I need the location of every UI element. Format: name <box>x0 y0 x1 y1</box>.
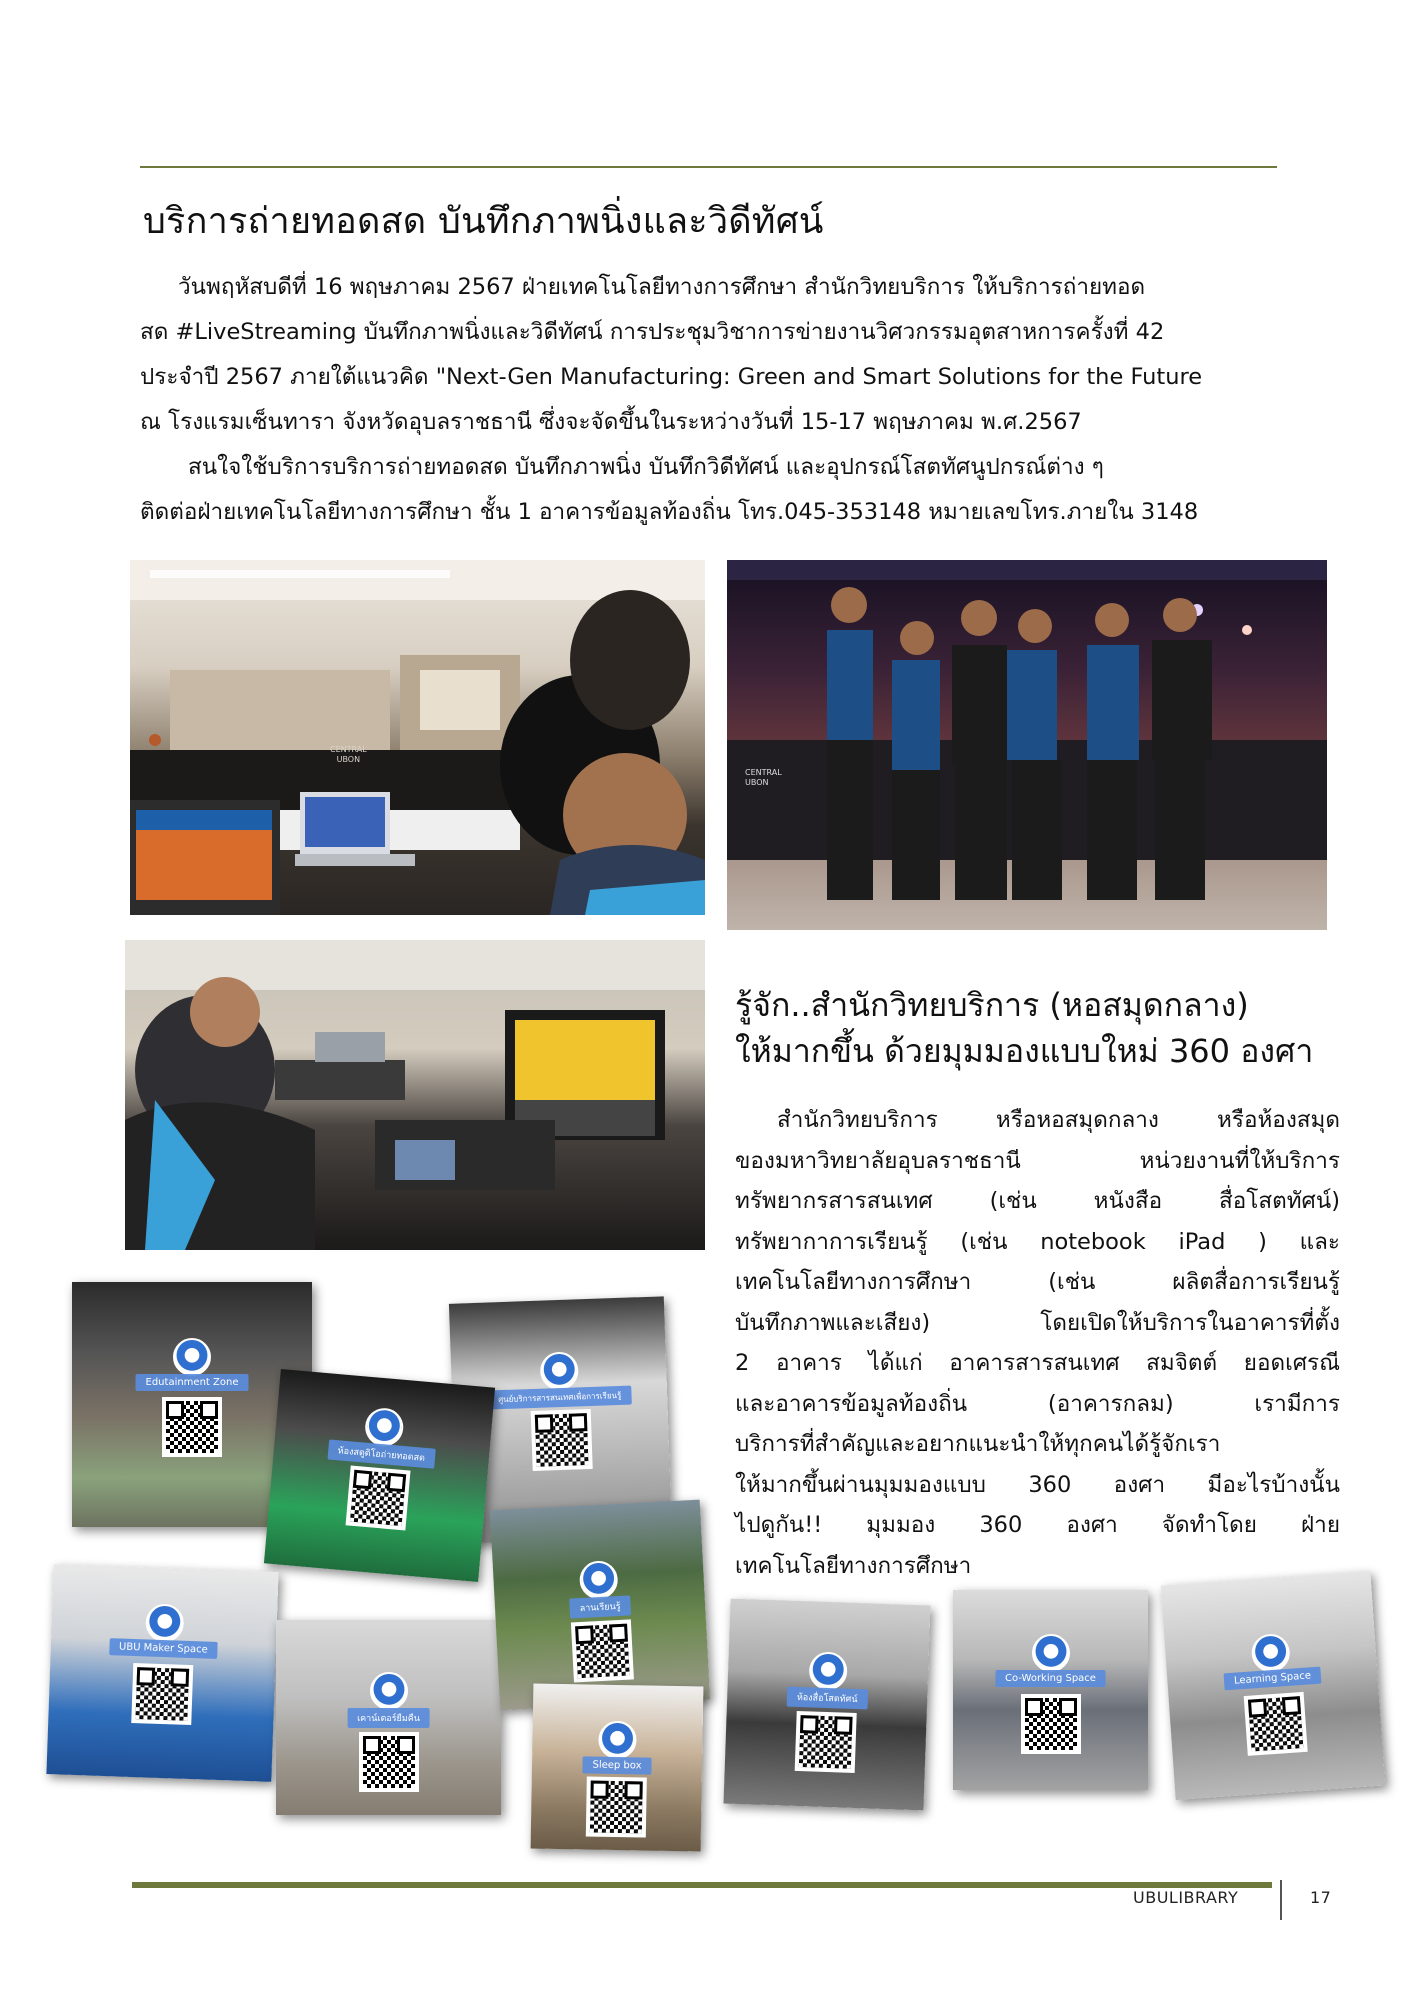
tour-tile-label: UBU Maker Space <box>109 1638 218 1659</box>
tour-tile-label: เคาน์เตอร์ยืมคืน <box>347 1708 430 1728</box>
intro-line: สนใจใช้บริการบริการถ่ายทอดสด บันทึกภาพนิ่ง บันทึกวิดีทัศน์ และอุปกรณ์โสตทัศนูปกรณ์ต่าง ๆ <box>188 454 1104 480</box>
page-number: 17 <box>1310 1888 1332 1907</box>
footer-rule <box>132 1882 1272 1888</box>
intro-line: วันพฤหัสบดีที่ 16 พฤษภาคม 2567 ฝ่ายเทคโนโลยีทางการศึกษา สำนักวิทยบริการ ให้บริการถ่ายทอด <box>178 274 1146 300</box>
qr-code-icon <box>1021 1694 1081 1754</box>
footer-brand: UBULIBRARY <box>1133 1888 1239 1907</box>
body-line: 2 อาคาร ได้แก่ อาคารสารสนเทศ สมจิตต์ ยอดเศรณี <box>735 1350 1340 1376</box>
body-line: บริการที่สำคัญและอยากแนะนำให้ทุกคนได้รู้จักเรา <box>735 1431 1221 1457</box>
tour-tile-label: Learning Space <box>1223 1667 1321 1691</box>
qr-code-icon <box>571 1619 634 1682</box>
intro-line: ติดต่อฝ่ายเทคโนโลยีทางการศึกษา ชั้น 1 อาคารข้อมูลท้องถิ่น โทร.045-353148 หมายเลขโทร.ภายใน 3148 <box>140 499 1199 525</box>
tour-tile-label: ห้องสตูดิโอถ่ายทอดสด <box>327 1439 436 1468</box>
tour-tile-circulation[interactable] <box>276 1620 501 1815</box>
footer-divider <box>1280 1880 1282 1920</box>
qr-code-icon <box>345 1465 410 1530</box>
library-logo-icon <box>363 1407 404 1448</box>
tour-tile-label: ศูนย์บริการสารสนเทศเพื่อการเรียนรู้ <box>488 1386 632 1410</box>
tour-tile-av-room[interactable] <box>723 1599 930 1811</box>
page-title: บริการถ่ายทอดสด บันทึกภาพนิ่งและวิดีทัศน์ <box>143 201 824 242</box>
intro-line: ประจำปี 2567 ภายใต้แนวคิด "Next-Gen Manufacturing: Green and Smart Solutions for the Future <box>140 364 1203 390</box>
tour-tile-label: ลานเรียนรู้ <box>569 1595 631 1618</box>
tour-tile-label: Sleep box <box>582 1756 651 1774</box>
intro-line: สด #LiveStreaming บันทึกภาพนิ่งและวิดีทัศน์ การประชุมวิชาการข่ายงานวิศวกรรมอุตสาหการครั้งที่ 42 <box>140 319 1165 345</box>
body-line: ของมหาวิทยาลัยอุบลราชธานี หน่วยงานที่ให้บริการ <box>735 1147 1340 1174</box>
qr-code-icon <box>1244 1692 1308 1756</box>
qr-code-icon <box>162 1397 222 1457</box>
library-logo-icon <box>579 1560 619 1600</box>
body-line: สำนักวิทยบริการ หรือหอสมุดกลาง หรือห้องสมุด <box>777 1107 1340 1133</box>
library-logo-icon <box>598 1721 637 1760</box>
body-line: เทคโนโลยีทางการศึกษา <box>735 1552 972 1579</box>
venue-sign: CENTRAL UBON <box>745 768 782 787</box>
livestream-photo <box>130 560 705 915</box>
library-logo-icon <box>809 1651 848 1690</box>
tour-tile-label: ห้องสื่อโสตทัศน์ <box>787 1687 868 1710</box>
tour-tile-label: Edutainment Zone <box>136 1374 249 1391</box>
top-rule <box>140 166 1277 168</box>
body-line: และอาคารข้อมูลท้องถิ่น (อาคารกลม) เรามีการ <box>735 1390 1340 1417</box>
venue-sign: CENTRAL UBON <box>330 745 367 764</box>
qr-code-icon <box>530 1409 592 1471</box>
library-logo-icon <box>1032 1634 1070 1672</box>
tour-tile-studio[interactable] <box>264 1369 495 1582</box>
intro-line: ณ โรงแรมเซ็นทารา จังหวัดอุบลราชธานี ซึ่งจะจัดขึ้นในระหว่างวันที่ 15-17 พฤษภาคม พ.ศ.2567 <box>140 409 1082 435</box>
library-logo-icon <box>370 1672 408 1710</box>
tour-tile-learning-space[interactable] <box>1161 1571 1385 1800</box>
qr-code-icon <box>586 1776 647 1837</box>
qr-code-icon <box>795 1711 857 1773</box>
section2-title: รู้จัก..สำนักวิทยบริการ (หอสมุดกลาง) ให้มากขึ้น ด้วยมุมมองแบบใหม่ 360 องศา <box>735 986 1314 1070</box>
tour-tile-learning-courtyard[interactable] <box>490 1500 710 1711</box>
tour-tile-co-working[interactable] <box>953 1590 1148 1790</box>
library-logo-icon <box>539 1351 578 1390</box>
qr-code-icon <box>359 1732 419 1792</box>
body-line: ให้มากขึ้นผ่านมุมมองแบบ 360 องศา มีอะไรบ้างนั้น <box>735 1471 1340 1498</box>
body-line: บันทึกภาพและเสียง) โดยเปิดให้บริการในอาคารที่ตั้ง <box>735 1309 1340 1336</box>
tour-tile-label: Co-Working Space <box>995 1670 1106 1687</box>
body-line: เทคโนโลยีทางการศึกษา (เช่น ผลิตสื่อการเรียนรู้ <box>735 1269 1340 1295</box>
library-logo-icon <box>145 1603 184 1642</box>
group-photo <box>727 560 1327 930</box>
library-logo-icon <box>1250 1633 1291 1674</box>
operator-photo <box>125 940 705 1250</box>
tour-tile-maker-space[interactable] <box>46 1564 278 1782</box>
library-logo-icon <box>173 1338 211 1376</box>
body-line: ทรัพยากรสารสนเทศ (เช่น หนังสือ สื่อโสตทัศน์) <box>735 1188 1340 1214</box>
tour-tile-sleep-box[interactable] <box>531 1684 704 1852</box>
section2-body <box>735 1100 1340 1586</box>
body-line: ไปดูกัน!! มุมมอง 360 องศา จัดทำโดย ฝ่าย <box>735 1512 1340 1538</box>
intro-paragraph <box>140 265 1340 535</box>
body-line: ทรัพยากาการเรียนรู้ (เช่น notebook iPad ) และ <box>735 1228 1340 1255</box>
qr-code-icon <box>131 1663 193 1725</box>
